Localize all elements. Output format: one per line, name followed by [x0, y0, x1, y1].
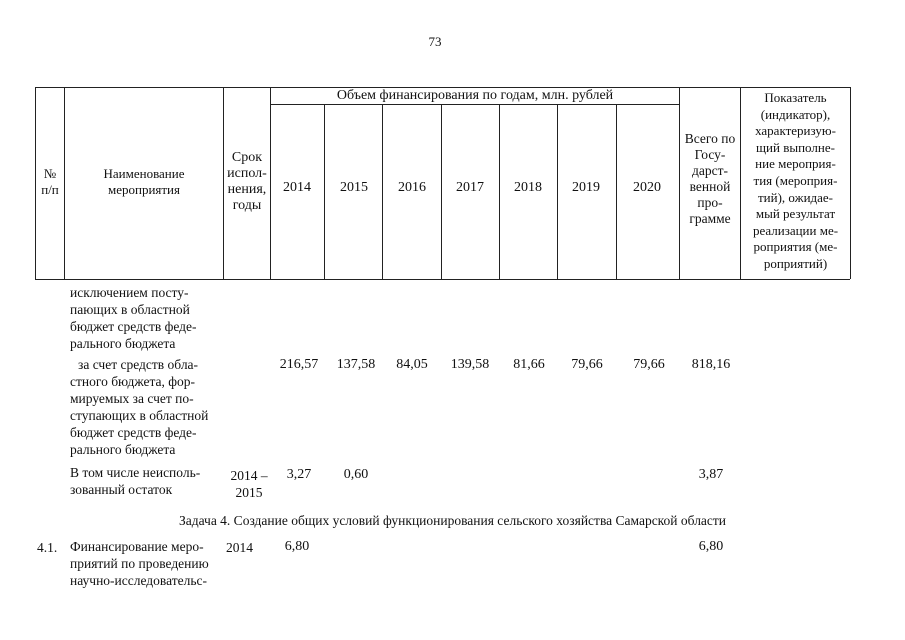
row-3-value-2014: 3,27 [286, 467, 312, 482]
year-2018-header: 2018 [514, 180, 542, 195]
row-2-value-2018: 81,66 [513, 357, 545, 372]
page-number: 73 [428, 34, 442, 49]
row-2-value-2015: 137,58 [336, 357, 376, 372]
col-name-header: Наименование мероприятия [103, 166, 185, 197]
row-2-value-2016: 84,05 [396, 357, 428, 372]
col-total-header: Всего по Госу- дарст- венной про- грамме [684, 131, 736, 226]
row-3-name: В том числе неисполь- зованный остаток [70, 465, 201, 497]
row-4-1-term: 2014 [226, 540, 253, 555]
row-1-name: исключением посту- пающих в областной бюджет средств феде- рального бюджета [70, 285, 197, 351]
row-2-total: 818,16 [691, 357, 731, 372]
row-3-term: 2014 – 2015 [230, 468, 268, 500]
year-2017-header: 2017 [456, 180, 484, 195]
row-4-1-name: Финансирование меро- приятий по проведению научно-исследовательс- [70, 539, 209, 588]
year-2015-header: 2015 [340, 180, 368, 195]
col-indicator-header: Показатель (индикатор), характеризую- щий выполне- ние мероприя- тия (мероприя- тий), ожидае- мый результат реализации ме- роприятия (ме- роприятий) [752, 90, 839, 271]
row-2-value-2019: 79,66 [571, 357, 603, 372]
year-2020-header: 2020 [633, 180, 661, 195]
row-3-value-2015: 0,60 [343, 467, 369, 482]
row-2-value-2020: 79,66 [633, 357, 665, 372]
row-2-value-2014: 216,57 [279, 357, 319, 372]
row-2-name: за счет средств обла- стного бюджета, фор- мируемых за счет по- ступающих в областной бюджет средств феде- рального бюджета [70, 357, 209, 457]
row-4-1-number: 4.1. [37, 540, 58, 555]
col-term-header: Срок испол- нения, годы [227, 150, 267, 213]
year-2016-header: 2016 [398, 180, 426, 195]
col-no-header: № п/п [41, 166, 59, 197]
row-4-1-value-2014: 6,80 [284, 539, 310, 554]
year-2014-header: 2014 [283, 180, 311, 195]
row-3-total: 3,87 [698, 467, 724, 482]
year-2019-header: 2019 [572, 180, 600, 195]
col-financing-header: Объем финансирования по годам, млн. рублей [336, 88, 614, 103]
task-4-heading: Задача 4. Создание общих условий функционирования сельского хозяйства Самарской области [178, 513, 727, 528]
row-2-value-2017: 139,58 [450, 357, 490, 372]
row-4-1-total: 6,80 [698, 539, 724, 554]
